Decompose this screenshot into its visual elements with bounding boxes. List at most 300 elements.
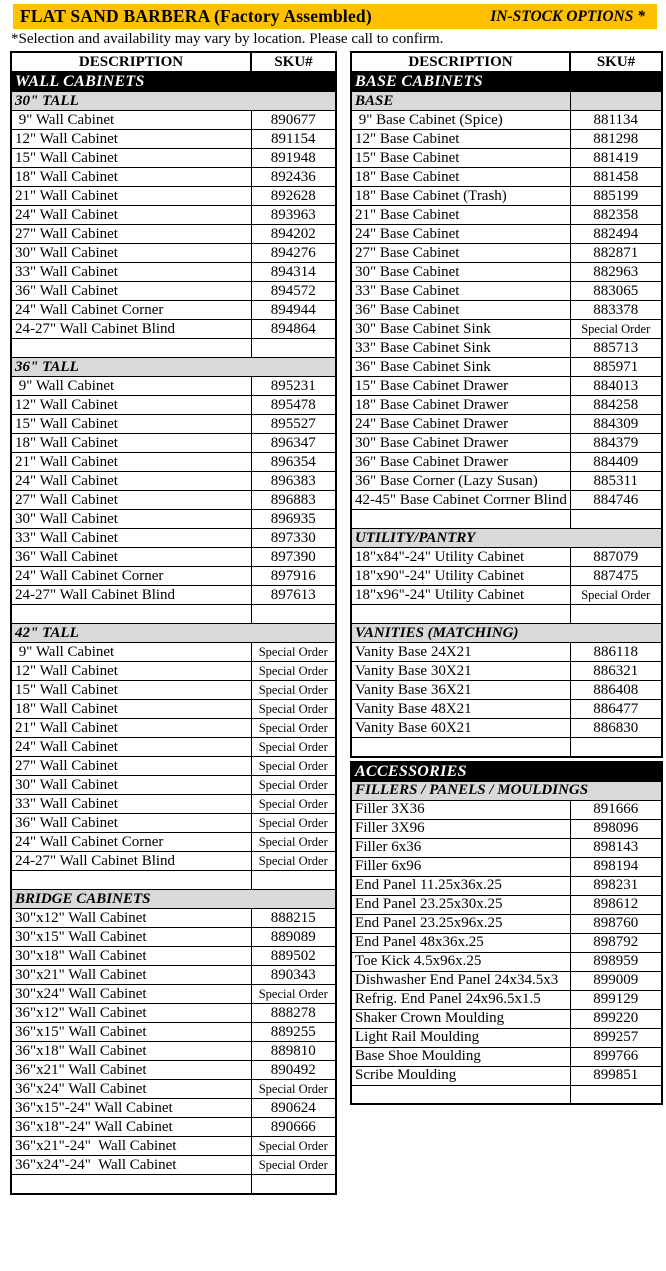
item-description: 36" Base Cabinet Sink <box>351 358 570 377</box>
item-description: 18"x90"-24" Utility Cabinet <box>351 567 570 586</box>
table-row <box>351 567 662 586</box>
item-description: Vanity Base 30X21 <box>351 662 570 681</box>
item-sku: 890343 <box>251 966 336 985</box>
item-description: 24-27" Wall Cabinet Blind <box>11 852 251 871</box>
item-description: End Panel 11.25x36x.25 <box>351 876 570 895</box>
item-sku: Special Order <box>251 833 336 852</box>
item-description: 21" Wall Cabinet <box>11 719 251 738</box>
item-description: 9" Wall Cabinet <box>11 643 251 662</box>
item-sku: 897613 <box>251 586 336 605</box>
item-sku: 884013 <box>570 377 662 396</box>
item-sku: 896935 <box>251 510 336 529</box>
item-sku: 881134 <box>570 111 662 130</box>
item-description: 30"x18" Wall Cabinet <box>11 947 251 966</box>
table-row <box>11 510 336 529</box>
item-sku: Special Order <box>251 776 336 795</box>
item-description: 9" Wall Cabinet <box>11 111 251 130</box>
item-description: Vanity Base 24X21 <box>351 643 570 662</box>
item-sku: Special Order <box>570 586 662 605</box>
section-band-bridge-cabinets <box>11 890 336 909</box>
table-row <box>351 800 662 819</box>
right-column <box>350 51 661 1105</box>
item-description: 24-27" Wall Cabinet Blind <box>11 586 251 605</box>
spacer-row <box>351 510 662 529</box>
section-band-vanities-matching <box>351 624 662 643</box>
item-sku: 894276 <box>251 244 336 263</box>
table-row <box>11 586 336 605</box>
table-row <box>11 909 336 928</box>
item-description: 18" Base Cabinet <box>351 168 570 187</box>
item-sku: 881458 <box>570 168 662 187</box>
item-description: 30"x24" Wall Cabinet <box>11 985 251 1004</box>
table-row <box>351 876 662 895</box>
table-row <box>11 320 336 339</box>
table-row <box>11 434 336 453</box>
item-sku: 889502 <box>251 947 336 966</box>
item-description: 24" Wall Cabinet Corner <box>11 833 251 852</box>
table-row <box>351 586 662 605</box>
table-row <box>11 377 336 396</box>
col-header-description: DESCRIPTION <box>11 52 251 72</box>
item-description: 12" Wall Cabinet <box>11 396 251 415</box>
item-sku: Special Order <box>251 814 336 833</box>
spacer-row <box>11 1175 336 1194</box>
section-band-36-tall <box>11 358 336 377</box>
section-band-42-tall <box>11 624 336 643</box>
table-row <box>11 985 336 1004</box>
item-description: 24" Wall Cabinet Corner <box>11 567 251 586</box>
item-description: 15" Wall Cabinet <box>11 149 251 168</box>
item-description: 33" Wall Cabinet <box>11 263 251 282</box>
item-sku: 896383 <box>251 472 336 491</box>
table-row <box>11 814 336 833</box>
item-description: Vanity Base 48X21 <box>351 700 570 719</box>
table-row <box>11 1099 336 1118</box>
item-sku: 899220 <box>570 1009 662 1028</box>
item-sku: 887475 <box>570 567 662 586</box>
table-row <box>11 1061 336 1080</box>
table-row <box>351 225 662 244</box>
table-row <box>351 301 662 320</box>
table-row <box>11 947 336 966</box>
table-row <box>11 1080 336 1099</box>
col-header-sku: SKU# <box>570 52 662 72</box>
table-row <box>351 377 662 396</box>
table-row <box>351 990 662 1009</box>
spacer-cell <box>570 510 662 529</box>
item-description: 18" Wall Cabinet <box>11 434 251 453</box>
item-description: Toe Kick 4.5x96x.25 <box>351 952 570 971</box>
item-description: Scribe Moulding <box>351 1066 570 1085</box>
section-band-label: VANITIES (MATCHING) <box>351 624 662 643</box>
table-row <box>351 700 662 719</box>
item-sku: 892628 <box>251 187 336 206</box>
item-sku: 896347 <box>251 434 336 453</box>
table-row <box>351 719 662 738</box>
table-row <box>11 719 336 738</box>
spacer-row <box>351 1085 662 1104</box>
spacer-cell <box>570 738 662 757</box>
item-sku: 882871 <box>570 244 662 263</box>
table-row <box>11 149 336 168</box>
item-sku: 886118 <box>570 643 662 662</box>
item-sku: Special Order <box>251 700 336 719</box>
section-band-base-cabinets <box>351 72 662 92</box>
item-description: 24" Wall Cabinet Corner <box>11 301 251 320</box>
item-sku: 899129 <box>570 990 662 1009</box>
table-row <box>11 1118 336 1137</box>
table-row <box>11 738 336 757</box>
item-description: 27" Wall Cabinet <box>11 491 251 510</box>
item-sku: 884379 <box>570 434 662 453</box>
item-sku: 886830 <box>570 719 662 738</box>
item-sku: 885311 <box>570 472 662 491</box>
item-sku: 886408 <box>570 681 662 700</box>
item-sku: 898612 <box>570 895 662 914</box>
table-row <box>11 681 336 700</box>
item-sku: 899009 <box>570 971 662 990</box>
table-row <box>11 776 336 795</box>
table-row <box>351 1066 662 1085</box>
title-bar <box>13 4 657 29</box>
table-row <box>351 819 662 838</box>
table-row <box>351 206 662 225</box>
table-row <box>11 700 336 719</box>
item-sku: 889255 <box>251 1023 336 1042</box>
item-description: Refrig. End Panel 24x96.5x1.5 <box>351 990 570 1009</box>
section-band-label: 42" TALL <box>11 624 336 643</box>
table-row <box>11 567 336 586</box>
table-row <box>11 225 336 244</box>
table-row <box>11 1137 336 1156</box>
item-description: 18" Wall Cabinet <box>11 168 251 187</box>
spacer-cell <box>11 605 251 624</box>
item-sku: 882963 <box>570 263 662 282</box>
item-sku: 891948 <box>251 149 336 168</box>
item-sku: 891666 <box>570 800 662 819</box>
item-description: 24" Wall Cabinet <box>11 472 251 491</box>
item-description: Light Rail Moulding <box>351 1028 570 1047</box>
item-description: 24" Wall Cabinet <box>11 206 251 225</box>
item-description: 36"x24"-24" Wall Cabinet <box>11 1156 251 1175</box>
table-row <box>11 396 336 415</box>
item-sku: 896354 <box>251 453 336 472</box>
item-sku: 888278 <box>251 1004 336 1023</box>
table-row <box>11 795 336 814</box>
table-row <box>351 244 662 263</box>
table-row <box>351 130 662 149</box>
item-sku: 889089 <box>251 928 336 947</box>
table-row <box>11 1042 336 1061</box>
item-description: 30" Base Cabinet Drawer <box>351 434 570 453</box>
item-description: 36"x18" Wall Cabinet <box>11 1042 251 1061</box>
item-sku: 898959 <box>570 952 662 971</box>
item-sku: 888215 <box>251 909 336 928</box>
table-row <box>351 339 662 358</box>
item-description: Filler 3X96 <box>351 819 570 838</box>
spacer-row <box>351 605 662 624</box>
section-band-label: 30" TALL <box>11 92 336 111</box>
table-row <box>11 548 336 567</box>
table-row <box>351 282 662 301</box>
col-header-sku: SKU# <box>251 52 336 72</box>
table-row <box>11 852 336 871</box>
spacer-cell <box>11 871 251 890</box>
item-sku: 898096 <box>570 819 662 838</box>
table-row <box>351 971 662 990</box>
item-sku: Special Order <box>251 795 336 814</box>
spacer-cell <box>351 738 570 757</box>
item-sku: 894864 <box>251 320 336 339</box>
item-sku: 895231 <box>251 377 336 396</box>
spacer-row <box>11 339 336 358</box>
item-sku: 891154 <box>251 130 336 149</box>
item-description: 12" Wall Cabinet <box>11 662 251 681</box>
item-description: 36"x15"-24" Wall Cabinet <box>11 1099 251 1118</box>
section-band-label: 36" TALL <box>11 358 336 377</box>
item-description: End Panel 48x36x.25 <box>351 933 570 952</box>
item-description: 21" Wall Cabinet <box>11 453 251 472</box>
item-sku: 887079 <box>570 548 662 567</box>
table-row <box>11 263 336 282</box>
spacer-row <box>11 871 336 890</box>
spacer-cell <box>251 605 336 624</box>
item-description: 24" Base Cabinet <box>351 225 570 244</box>
item-sku: Special Order <box>251 1080 336 1099</box>
item-description: 18" Base Cabinet (Trash) <box>351 187 570 206</box>
item-sku: Special Order <box>251 852 336 871</box>
table-row <box>11 130 336 149</box>
table-row <box>11 643 336 662</box>
item-sku: 890666 <box>251 1118 336 1137</box>
item-sku: 898231 <box>570 876 662 895</box>
item-description: Filler 6x96 <box>351 857 570 876</box>
section-band-utility-pantry <box>351 529 662 548</box>
table-row <box>351 415 662 434</box>
table-row <box>11 168 336 187</box>
section-band-label: BASE CABINETS <box>351 72 662 92</box>
item-description: 30" Base Cabinet <box>351 263 570 282</box>
item-description: 9" Wall Cabinet <box>11 377 251 396</box>
item-sku: 897390 <box>251 548 336 567</box>
item-description: 30"x15" Wall Cabinet <box>11 928 251 947</box>
table-row <box>11 453 336 472</box>
item-sku: 892436 <box>251 168 336 187</box>
table-row <box>11 833 336 852</box>
table-row <box>11 415 336 434</box>
item-description: 36" Base Cabinet Drawer <box>351 453 570 472</box>
item-description: 18"x96"-24" Utility Cabinet <box>351 586 570 605</box>
item-sku: Special Order <box>251 719 336 738</box>
item-sku: 894572 <box>251 282 336 301</box>
item-sku: 898194 <box>570 857 662 876</box>
item-description: 24-27" Wall Cabinet Blind <box>11 320 251 339</box>
table-row <box>351 111 662 130</box>
item-sku: 885199 <box>570 187 662 206</box>
table-row <box>351 1009 662 1028</box>
item-description: 33" Wall Cabinet <box>11 795 251 814</box>
table-row <box>351 895 662 914</box>
item-sku: 898792 <box>570 933 662 952</box>
item-sku: 890677 <box>251 111 336 130</box>
section-band-30-tall <box>11 92 336 111</box>
item-description: 33" Base Cabinet <box>351 282 570 301</box>
left-column <box>10 51 335 1195</box>
item-sku: Special Order <box>251 643 336 662</box>
item-description: 36" Wall Cabinet <box>11 282 251 301</box>
spacer-cell <box>570 605 662 624</box>
spacer-cell <box>570 1085 662 1104</box>
table-row <box>11 187 336 206</box>
item-sku: 898760 <box>570 914 662 933</box>
item-description: 36"x21" Wall Cabinet <box>11 1061 251 1080</box>
item-sku: 897916 <box>251 567 336 586</box>
spacer-row <box>351 738 662 757</box>
item-description: 9" Base Cabinet (Spice) <box>351 111 570 130</box>
table-row <box>11 1156 336 1175</box>
item-description: Dishwasher End Panel 24x34.5x3 <box>351 971 570 990</box>
table-row <box>351 396 662 415</box>
item-sku: 896883 <box>251 491 336 510</box>
item-sku: Special Order <box>251 757 336 776</box>
item-description: 33" Base Cabinet Sink <box>351 339 570 358</box>
item-sku: 898143 <box>570 838 662 857</box>
item-description: End Panel 23.25x96x.25 <box>351 914 570 933</box>
item-description: 36"x21"-24" Wall Cabinet <box>11 1137 251 1156</box>
table-row <box>11 757 336 776</box>
section-band-label: FILLERS / PANELS / MOULDINGS <box>351 781 662 800</box>
item-description: 30" Base Cabinet Sink <box>351 320 570 339</box>
table-row <box>351 548 662 567</box>
item-description: 36" Base Cabinet <box>351 301 570 320</box>
table-row <box>351 149 662 168</box>
table-row <box>351 491 662 510</box>
spacer-cell <box>351 1085 570 1104</box>
item-description: 33" Wall Cabinet <box>11 529 251 548</box>
spacer-row <box>11 605 336 624</box>
table-row <box>11 1004 336 1023</box>
item-sku: 886321 <box>570 662 662 681</box>
table-row <box>351 434 662 453</box>
item-sku: Special Order <box>251 662 336 681</box>
item-description: 18" Base Cabinet Drawer <box>351 396 570 415</box>
item-sku: 883065 <box>570 282 662 301</box>
item-description: 15" Wall Cabinet <box>11 681 251 700</box>
col-header-description: DESCRIPTION <box>351 52 570 72</box>
item-description: 15" Base Cabinet Drawer <box>351 377 570 396</box>
item-description: 15" Wall Cabinet <box>11 415 251 434</box>
section-band-base <box>351 92 662 111</box>
item-sku: 881298 <box>570 130 662 149</box>
item-description: 30" Wall Cabinet <box>11 244 251 263</box>
table-row <box>11 966 336 985</box>
item-description: 24" Wall Cabinet <box>11 738 251 757</box>
table-row <box>11 111 336 130</box>
item-description: 36" Base Corner (Lazy Susan) <box>351 472 570 491</box>
item-description: 30"x12" Wall Cabinet <box>11 909 251 928</box>
item-sku: 895478 <box>251 396 336 415</box>
item-description: 27" Base Cabinet <box>351 244 570 263</box>
item-sku: 882358 <box>570 206 662 225</box>
item-sku: 884258 <box>570 396 662 415</box>
table-row <box>11 301 336 320</box>
spacer-cell <box>11 1175 251 1194</box>
item-sku: 881419 <box>570 149 662 168</box>
table-row <box>11 662 336 681</box>
table-row <box>351 453 662 472</box>
disclaimer-note: *Selection and availability may vary by location. Please call to confirm. <box>11 31 444 47</box>
item-description: 27" Wall Cabinet <box>11 225 251 244</box>
item-description: Vanity Base 36X21 <box>351 681 570 700</box>
table-row <box>11 244 336 263</box>
spacer-cell <box>251 871 336 890</box>
item-description: 18"x84"-24" Utility Cabinet <box>351 548 570 567</box>
item-description: 36"x24" Wall Cabinet <box>11 1080 251 1099</box>
in-stock-options-badge: IN-STOCK OPTIONS * <box>490 7 645 25</box>
spacer-cell <box>251 1175 336 1194</box>
table-row <box>11 529 336 548</box>
table-row <box>351 933 662 952</box>
table-row <box>11 928 336 947</box>
spacer-cell <box>351 510 570 529</box>
item-description: 18" Wall Cabinet <box>11 700 251 719</box>
item-sku: 890492 <box>251 1061 336 1080</box>
table-row <box>351 168 662 187</box>
item-description: 30" Wall Cabinet <box>11 510 251 529</box>
item-sku: 899851 <box>570 1066 662 1085</box>
item-description: 21" Wall Cabinet <box>11 187 251 206</box>
table-row <box>351 472 662 491</box>
table-row <box>351 643 662 662</box>
section-band-wall-cabinets <box>11 72 336 92</box>
item-sku: 886477 <box>570 700 662 719</box>
item-sku: 882494 <box>570 225 662 244</box>
section-band-fillers-panels-mouldings <box>351 781 662 800</box>
item-description: Shaker Crown Moulding <box>351 1009 570 1028</box>
item-sku: Special Order <box>251 681 336 700</box>
spacer-cell <box>351 605 570 624</box>
item-sku: 899766 <box>570 1047 662 1066</box>
item-description: 15" Base Cabinet <box>351 149 570 168</box>
column-header-row <box>11 52 336 72</box>
section-band-accessories <box>351 762 662 782</box>
item-description: 36" Wall Cabinet <box>11 548 251 567</box>
table-row <box>11 472 336 491</box>
item-description: 12" Wall Cabinet <box>11 130 251 149</box>
item-description: 42-45" Base Cabinet Corrner Blind <box>351 491 570 510</box>
spacer-cell <box>251 339 336 358</box>
table-row <box>351 914 662 933</box>
item-sku: 890624 <box>251 1099 336 1118</box>
item-sku: 884409 <box>570 453 662 472</box>
item-description: Filler 6x36 <box>351 838 570 857</box>
table-row <box>11 491 336 510</box>
item-sku: 883378 <box>570 301 662 320</box>
item-description: 24" Base Cabinet Drawer <box>351 415 570 434</box>
accessories-table <box>350 761 663 1106</box>
item-sku: Special Order <box>570 320 662 339</box>
item-sku: 889810 <box>251 1042 336 1061</box>
item-description: 21" Base Cabinet <box>351 206 570 225</box>
item-description: 30" Wall Cabinet <box>11 776 251 795</box>
table-row <box>351 662 662 681</box>
wall-cabinets-table <box>10 51 337 1195</box>
table-row <box>11 282 336 301</box>
item-description: 36"x15" Wall Cabinet <box>11 1023 251 1042</box>
item-description: Filler 3X36 <box>351 800 570 819</box>
item-sku: 897330 <box>251 529 336 548</box>
section-band-label: ACCESSORIES <box>351 762 662 782</box>
